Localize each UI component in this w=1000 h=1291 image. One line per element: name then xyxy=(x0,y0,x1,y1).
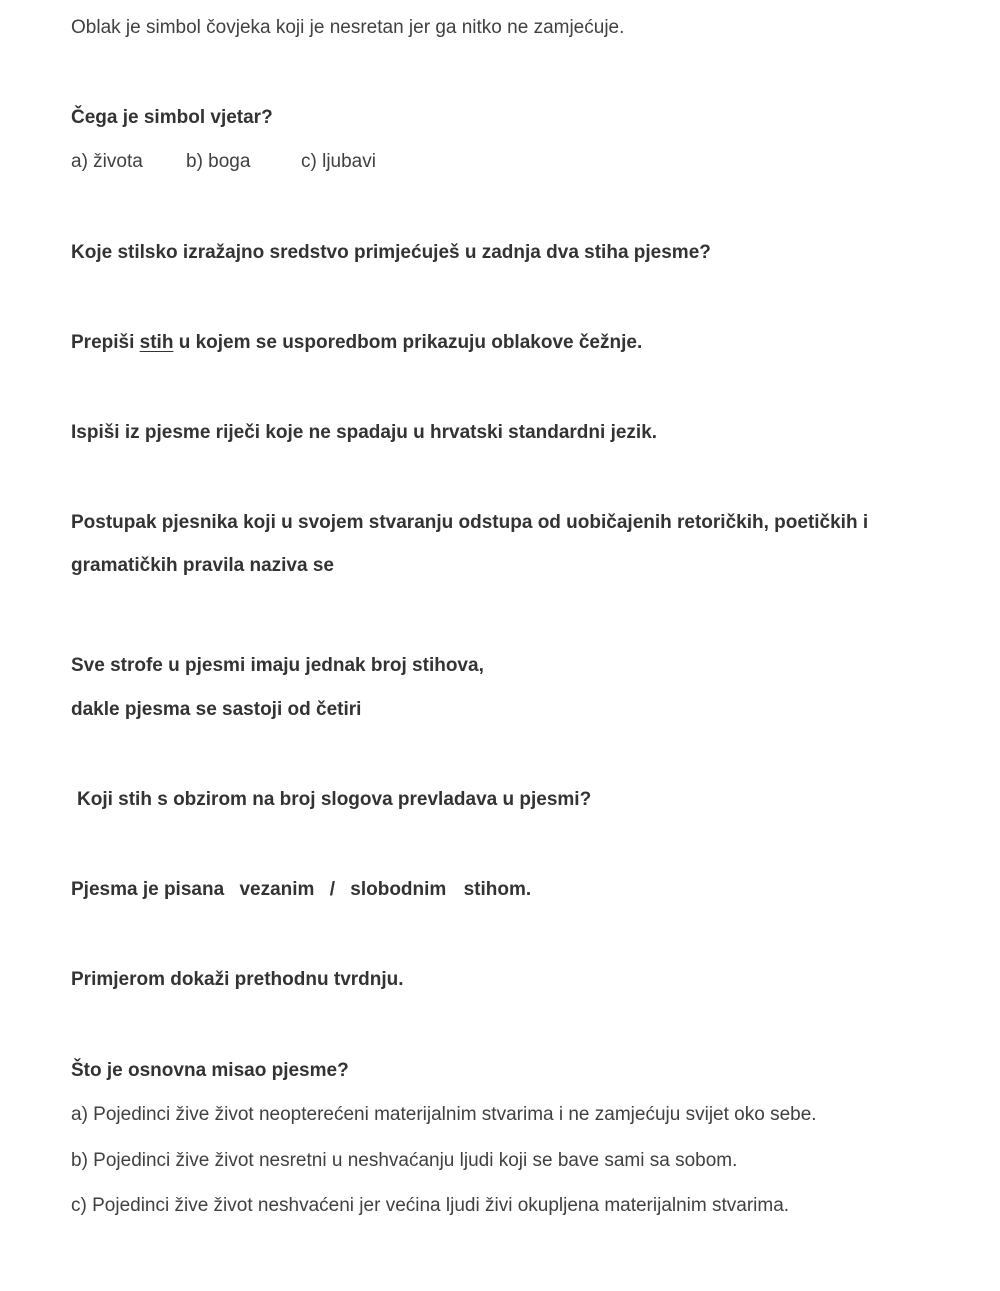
copy-verse-after: u kojem se usporedbom prikazuju oblakove čežnje. xyxy=(173,332,643,353)
question-stylistic-device: Koje stilsko izražajno sredstvo primjećuješ u zadnja dva stiha pjesme? xyxy=(71,242,711,263)
question-nonstandard-words: Ispiši iz pjesme riječi koje ne spadaju u hrvatski standardni jezik. xyxy=(71,422,658,443)
question-copy-verse xyxy=(71,331,642,355)
wind-options xyxy=(71,150,376,174)
copy-verse-before: Prepiši xyxy=(71,332,140,353)
question-prove-claim: Primjerom dokaži prethodnu tvrdnju. xyxy=(71,969,404,990)
intro-statement: Oblak je simbol čovjeka koji je nesretan jer ga nitko ne zamjećuje. xyxy=(71,17,625,38)
copy-verse-underlined: stih xyxy=(139,332,174,353)
main-idea-option-a[interactable]: a) Pojedinci žive život neopterećeni materijalnim stvarima i ne zamjećuju svijet oko sebe. xyxy=(71,1104,817,1125)
main-idea-option-b[interactable]: b) Pojedinci žive život nesretni u neshvaćanju ljudi koji se bave sami sa sobom. xyxy=(71,1150,738,1171)
wind-option-b[interactable]: b) boga xyxy=(186,151,251,172)
wind-option-c[interactable]: c) ljubavi xyxy=(301,151,376,172)
question-main-idea: Što je osnovna misao pjesme? xyxy=(71,1060,349,1081)
question-syllables: Koji stih s obzirom na broj slogova prevladava u pjesmi? xyxy=(77,789,592,810)
verse-type-suffix: stihom. xyxy=(463,879,532,900)
question-poetic-licence-line1: Postupak pjesnika koji u svojem stvaranju odstupa od uobičajenih retoričkih, poetičkih i xyxy=(71,512,869,533)
verse-type-prefix: Pjesma je pisana xyxy=(71,879,225,900)
main-idea-option-c[interactable]: c) Pojedinci žive život neshvaćeni jer većina ljudi živi okupljena materijalnim stvarima. xyxy=(71,1195,790,1216)
question-strophes-line1: Sve strofe u pjesmi imaju jednak broj stihova, xyxy=(71,655,484,676)
wind-option-a[interactable]: a) života xyxy=(71,151,143,172)
verse-type-option-free[interactable]: slobodnim xyxy=(350,879,447,900)
question-wind-symbol: Čega je simbol vjetar? xyxy=(71,107,273,128)
question-poetic-licence-line2: gramatičkih pravila naziva se xyxy=(71,555,334,576)
question-strophes-line2: dakle pjesma se sastoji od četiri xyxy=(71,699,362,720)
question-verse-type xyxy=(71,878,531,902)
verse-type-option-bound[interactable]: vezanim xyxy=(239,879,315,900)
verse-type-separator: / xyxy=(329,879,335,900)
